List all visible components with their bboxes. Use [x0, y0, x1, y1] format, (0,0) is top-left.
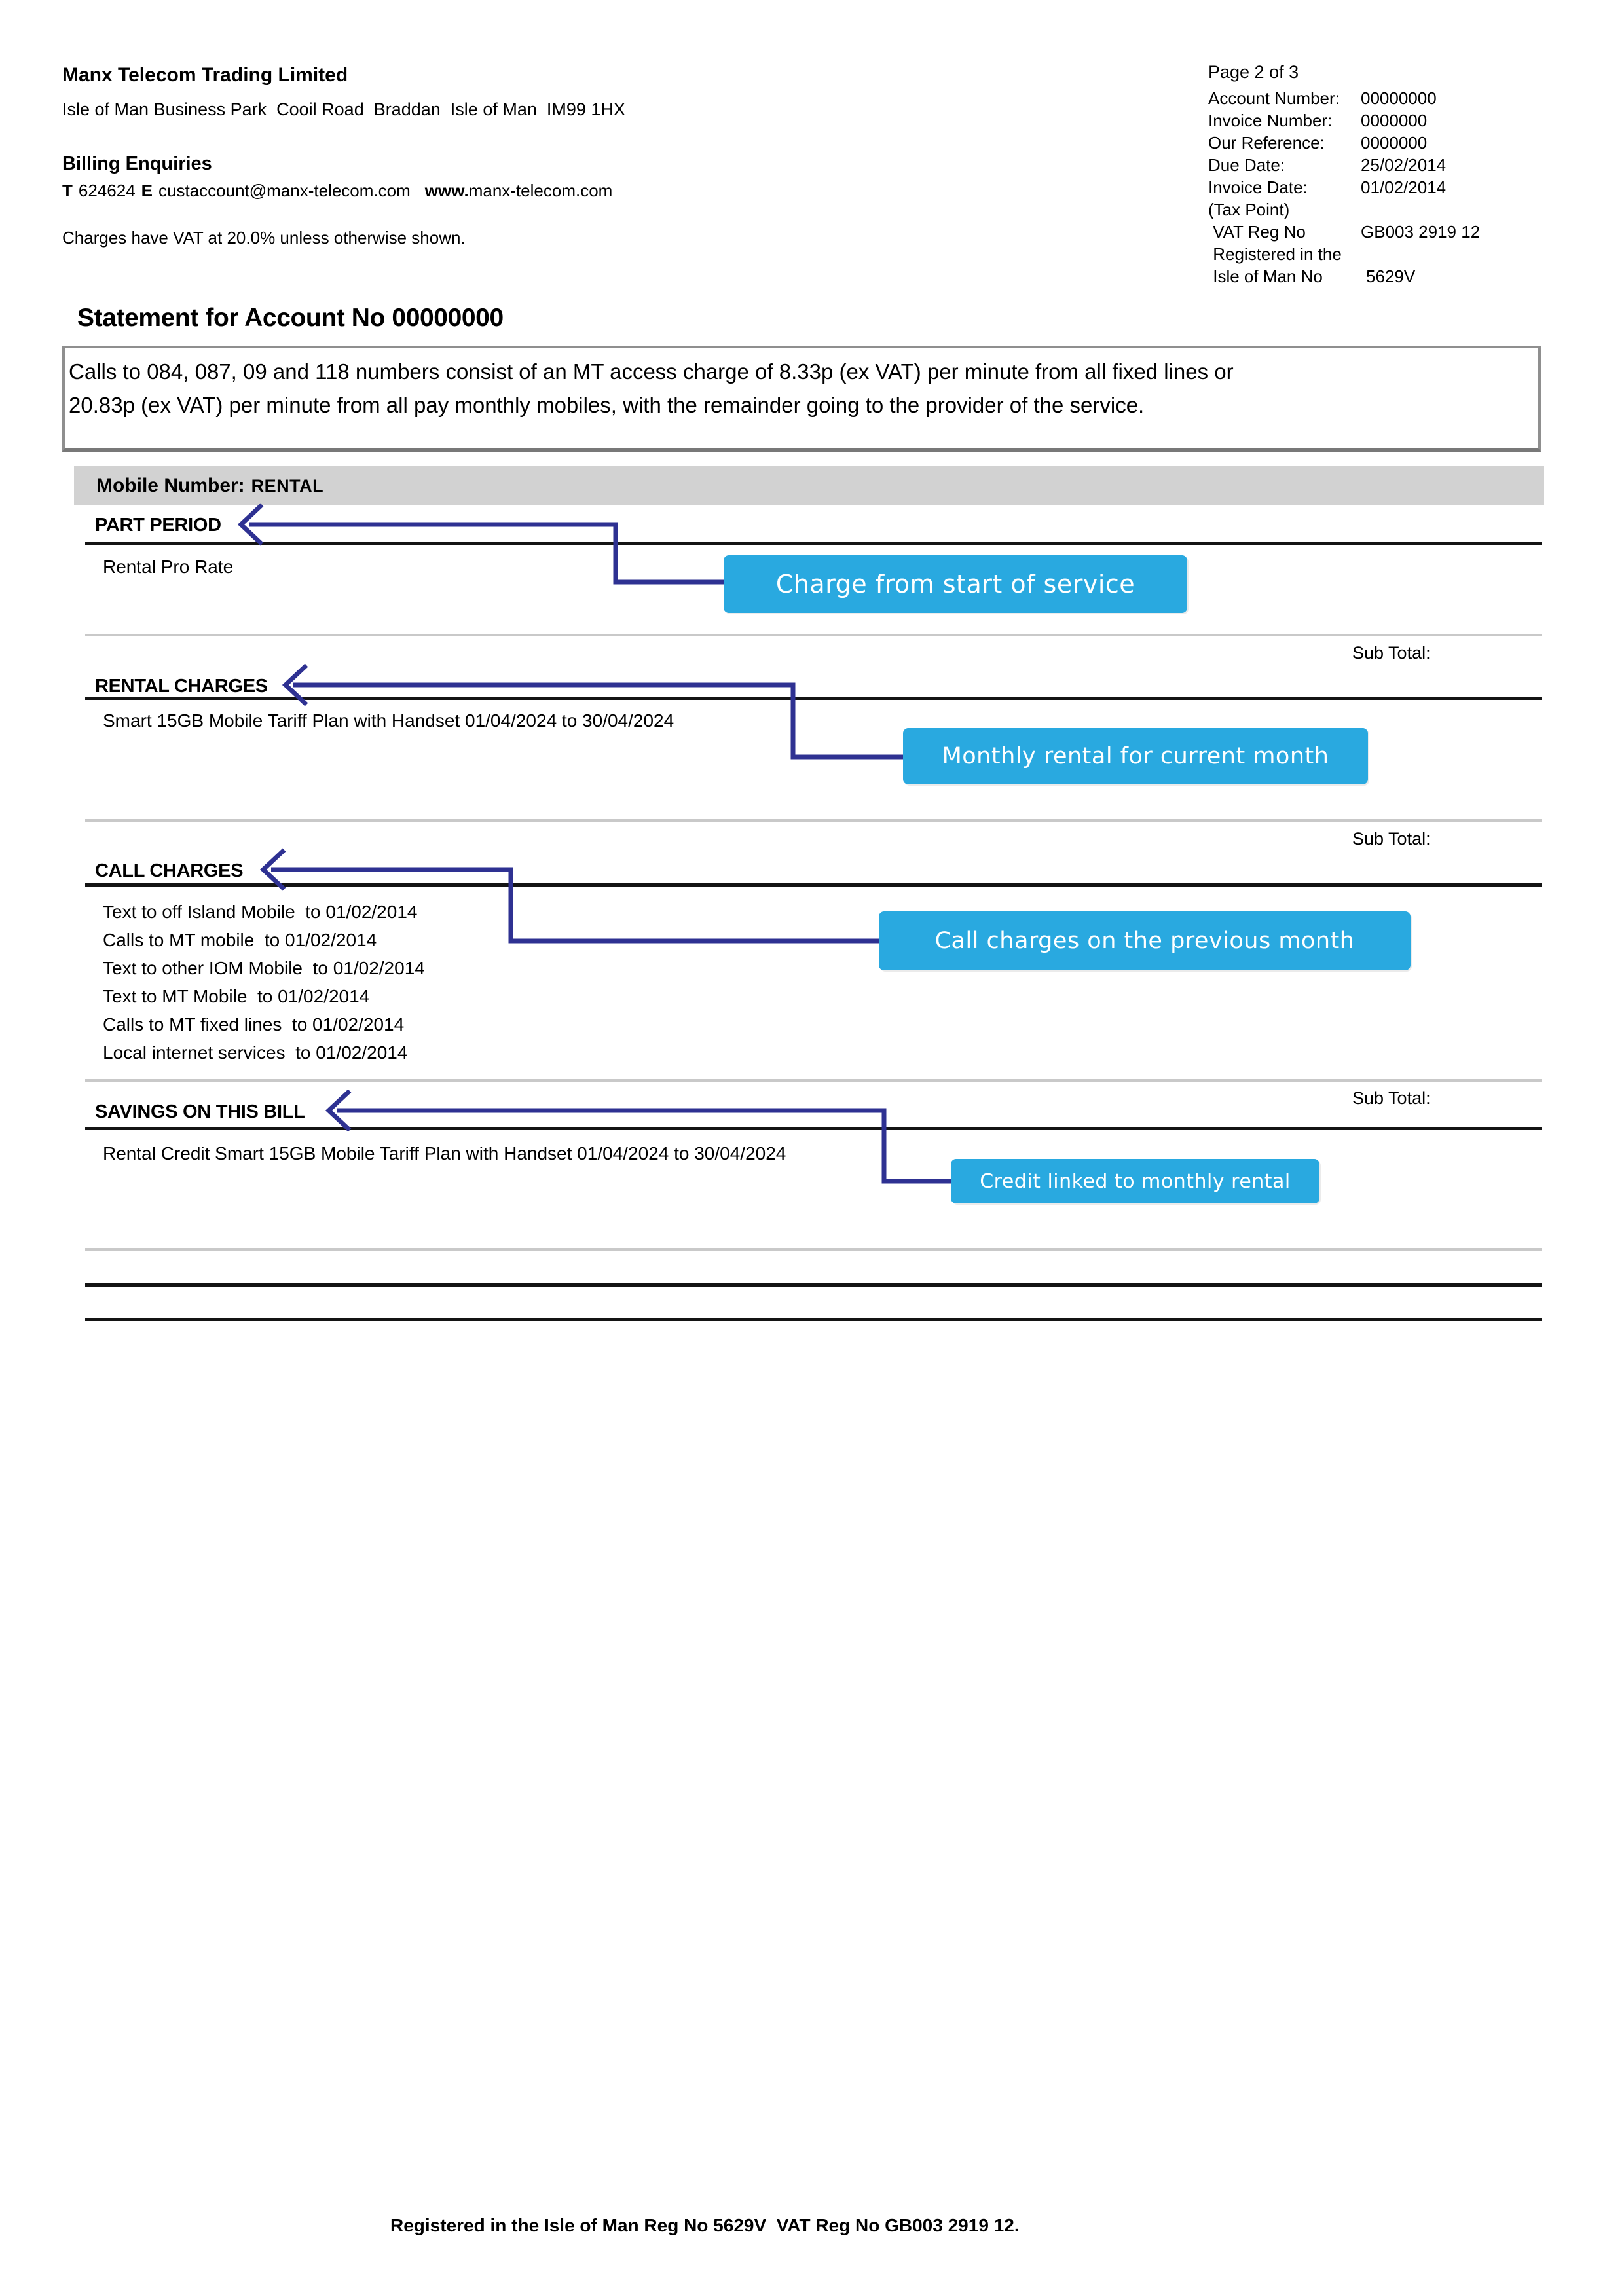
section-rule: [85, 542, 1542, 545]
charge-line: Text to MT Mobile to 01/02/2014: [103, 986, 370, 1006]
charge-line: Local internet services to 01/02/2014: [103, 1042, 408, 1063]
section-divider: [85, 1079, 1542, 1082]
billing-contact-line: [62, 181, 618, 201]
section-title-rental-charges: RENTAL CHARGES: [95, 676, 268, 697]
email-label: E: [141, 181, 153, 200]
company-name: Manx Telecom Trading Limited: [62, 64, 348, 86]
callout-monthly-rental: Monthly rental for current month: [903, 728, 1368, 784]
invoice-info-table: [1208, 87, 1480, 287]
website-prefix: www.: [424, 181, 469, 200]
section-divider: [85, 634, 1542, 636]
notice-line-1: Calls to 084, 087, 09 and 118 numbers consist of an MT access charge of 8.33p (ex VAT) per minute from all fixed lines or: [69, 359, 1234, 384]
phone-label: T: [62, 181, 73, 200]
section-title-part-period: PART PERIOD: [95, 515, 221, 536]
access-charge-notice-box: [62, 346, 1541, 452]
billing-enquiries-heading: Billing Enquiries: [62, 153, 212, 174]
section-divider: [85, 1248, 1542, 1251]
info-row-tax-point: (Tax Point): [1208, 200, 1290, 219]
charge-line: Rental Credit Smart 15GB Mobile Tariff Plan with Handset 01/04/2024 to 30/04/2024: [103, 1143, 786, 1164]
section-divider: [85, 819, 1542, 822]
section-title-savings: SAVINGS ON THIS BILL: [95, 1101, 305, 1122]
closing-rule: [85, 1318, 1542, 1321]
page-indicator: Page 2 of 3: [1208, 62, 1299, 82]
info-row-registered-in: Registered in the: [1208, 244, 1342, 264]
registration-footer: Registered in the Isle of Man Reg No 5629V VAT Reg No GB003 2919 12.: [390, 2215, 1020, 2235]
savings-arrow: [329, 1091, 952, 1181]
email-address: custaccount@manx-telecom.com: [158, 181, 411, 200]
info-row-invoice-date: Invoice Date: 01/02/2014: [1208, 177, 1447, 197]
charge-line: Text to off Island Mobile to 01/02/2014: [103, 902, 418, 922]
section-title-call-charges: CALL CHARGES: [95, 860, 244, 881]
charge-line: Rental Pro Rate: [103, 557, 234, 577]
charge-line: Smart 15GB Mobile Tariff Plan with Handset 01/04/2024 to 30/04/2024: [103, 710, 674, 731]
closing-rule: [85, 1283, 1542, 1287]
vat-note: Charges have VAT at 20.0% unless otherwise shown.: [62, 228, 466, 248]
info-row-vat-reg-no: VAT Reg No GB003 2919 12: [1208, 222, 1481, 242]
section-rule: [85, 1127, 1542, 1130]
phone-number: 624624: [78, 181, 136, 200]
website-address: manx-telecom.com: [468, 181, 613, 200]
mobile-number-value: RENTAL: [251, 475, 324, 496]
company-address: Isle of Man Business Park Cooil Road Braddan Isle of Man IM99 1HX: [62, 100, 625, 119]
mobile-number-label: Mobile Number:: [96, 475, 245, 496]
statement-title: Statement for Account No 00000000: [77, 304, 504, 332]
section-rule: [85, 883, 1542, 887]
section-rule: [85, 697, 1542, 700]
info-row-isle-of-man-no: Isle of Man No 5629V: [1208, 266, 1416, 286]
charge-line: Text to other IOM Mobile to 01/02/2014: [103, 958, 425, 978]
charge-line: Calls to MT mobile to 01/02/2014: [103, 930, 377, 950]
callout-credit-linked: Credit linked to monthly rental: [951, 1159, 1320, 1203]
charge-line: Calls to MT fixed lines to 01/02/2014: [103, 1014, 405, 1035]
info-row-our-reference: Our Reference: 0000000: [1208, 133, 1428, 153]
sub-total-label: Sub Total:: [1352, 829, 1431, 849]
info-row-account-number: Account Number: 00000000: [1208, 88, 1437, 108]
sub-total-label: Sub Total:: [1352, 1088, 1431, 1108]
notice-line-2: 20.83p (ex VAT) per minute from all pay monthly mobiles, with the remainder going to the provider of the service.: [69, 393, 1145, 417]
callout-charge-from-start: Charge from start of service: [724, 555, 1187, 613]
sub-total-label: Sub Total:: [1352, 643, 1431, 663]
mobile-number-bar: [74, 466, 1544, 505]
callout-call-charges-previous-month: Call charges on the previous month: [879, 911, 1411, 970]
info-row-due-date: Due Date: 25/02/2014: [1208, 155, 1447, 175]
info-row-invoice-number: Invoice Number: 0000000: [1208, 111, 1428, 130]
call-charges-arrow: [263, 850, 880, 941]
